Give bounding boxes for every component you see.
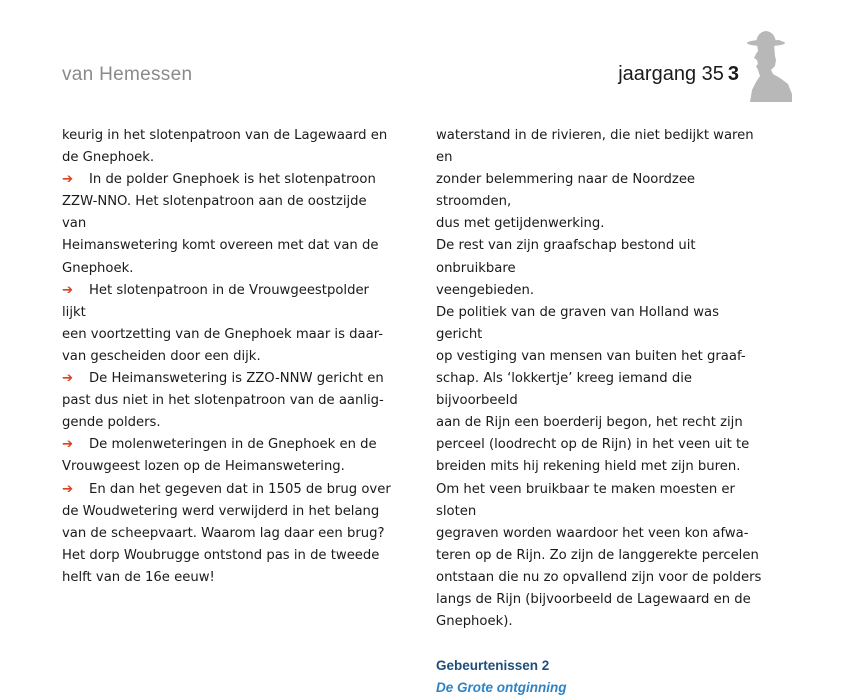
text-line: op vestiging van mensen van buiten het graaf- — [436, 348, 746, 364]
text-line: Het dorp Woubrugge ontstond pas in de tweede — [62, 547, 380, 563]
text-line: een voortzetting van de Gnephoek maar is daar- — [62, 326, 384, 342]
publication-title: van Hemessen — [62, 64, 193, 85]
text-line: Vrouwgeest lozen op de Heimanswetering. — [62, 459, 345, 475]
text-line: teren op de Rijn. Zo zijn de langgerekte percelen — [436, 547, 759, 563]
text-line: De politiek van de graven van Holland was gericht — [436, 304, 719, 342]
section-subtitle: De Grote ontginning — [436, 680, 567, 696]
paragraph — [436, 235, 766, 301]
arrow-bullet-icon: ➔ — [62, 371, 74, 387]
text-line: ZZW-NNO. Het slotenpatroon aan de oostzijde van — [62, 194, 367, 232]
text-line: En dan het gegeven dat in 1505 de brug over — [89, 481, 391, 497]
bullet-item — [62, 479, 392, 589]
text-line: De rest van zijn graafschap bestond uit onbruikbare — [436, 238, 696, 276]
text-line: schap. Als ‘lokkertje’ kreeg iemand die bijvoorbeeld — [436, 371, 692, 409]
paragraph — [436, 302, 766, 479]
text-line: aan de Rijn een boerderij begon, het recht zijn — [436, 415, 743, 431]
text-line: Gnephoek. — [62, 260, 134, 276]
section-title: Gebeurtenissen 2 — [436, 658, 550, 674]
text-line: perceel (loodrecht op de Rijn) in het veen uit te — [436, 437, 750, 453]
right-paragraphs — [436, 125, 766, 633]
text-line: veengebieden. — [436, 282, 535, 298]
text-line: de Gnephoek. — [62, 150, 155, 166]
arrow-bullet-icon: ➔ — [62, 481, 74, 497]
right-column — [436, 125, 766, 699]
paragraph — [436, 125, 766, 235]
text-line: helft van de 16e eeuw! — [62, 569, 215, 585]
text-line: gegraven worden waardoor het veen kon afwa- — [436, 525, 749, 541]
bullet-item — [62, 169, 392, 279]
bullet-item — [62, 434, 392, 478]
issue-header — [618, 63, 739, 86]
text-line: langs de Rijn (bijvoorbeeld de Lagewaard en de — [436, 591, 751, 607]
text-line: In de polder Gnephoek is het slotenpatroon — [89, 172, 376, 188]
text-line: Het slotenpatroon in de Vrouwgeestpolder lijkt — [62, 282, 369, 320]
text-line: zonder belemmering naar de Noordzee stroomden, — [436, 172, 696, 210]
issue-label: jaargang 35 — [618, 63, 724, 85]
text-line: De molenweteringen in de Gnephoek en de — [89, 437, 377, 453]
text-line: Heimanswetering komt overeen met dat van de — [62, 238, 379, 254]
arrow-bullet-icon: ➔ — [62, 437, 74, 453]
arrow-bullet-icon: ➔ — [62, 282, 74, 298]
bullet-item — [62, 368, 392, 434]
text-line: ontstaan die nu zo opvallend zijn voor de polders — [436, 569, 762, 585]
text-line: past dus niet in het slotenpatroon van de aanlig- — [62, 393, 384, 409]
text-line: van de scheepvaart. Waarom lag daar een brug? — [62, 525, 385, 541]
text-line: van gescheiden door een dijk. — [62, 348, 261, 364]
bullet-item — [62, 280, 392, 368]
paragraph — [62, 125, 392, 169]
text-line: Gnephoek). — [436, 614, 513, 630]
text-line: dus met getijdenwerking. — [436, 216, 605, 232]
left-column — [62, 125, 392, 589]
text-line: breiden mits hij rekening hield met zijn buren. — [436, 459, 741, 475]
text-line: De Heimanswetering is ZZO-NNW gericht en — [89, 371, 384, 387]
text-line: Om het veen bruikbaar te maken moesten er sloten — [436, 481, 735, 519]
paragraph — [436, 479, 766, 634]
hat-man-silhouette-icon — [736, 24, 794, 102]
text-line: keurig in het slotenpatroon van de Lagewaard en — [62, 128, 388, 143]
text-line: waterstand in de rivieren, die niet bedijkt waren en — [436, 128, 754, 166]
text-line: de Woudwetering werd verwijderd in het belang — [62, 503, 380, 519]
arrow-bullet-icon: ➔ — [62, 172, 74, 188]
text-line: gende polders. — [62, 415, 161, 431]
page-number: 3 — [727, 63, 739, 85]
